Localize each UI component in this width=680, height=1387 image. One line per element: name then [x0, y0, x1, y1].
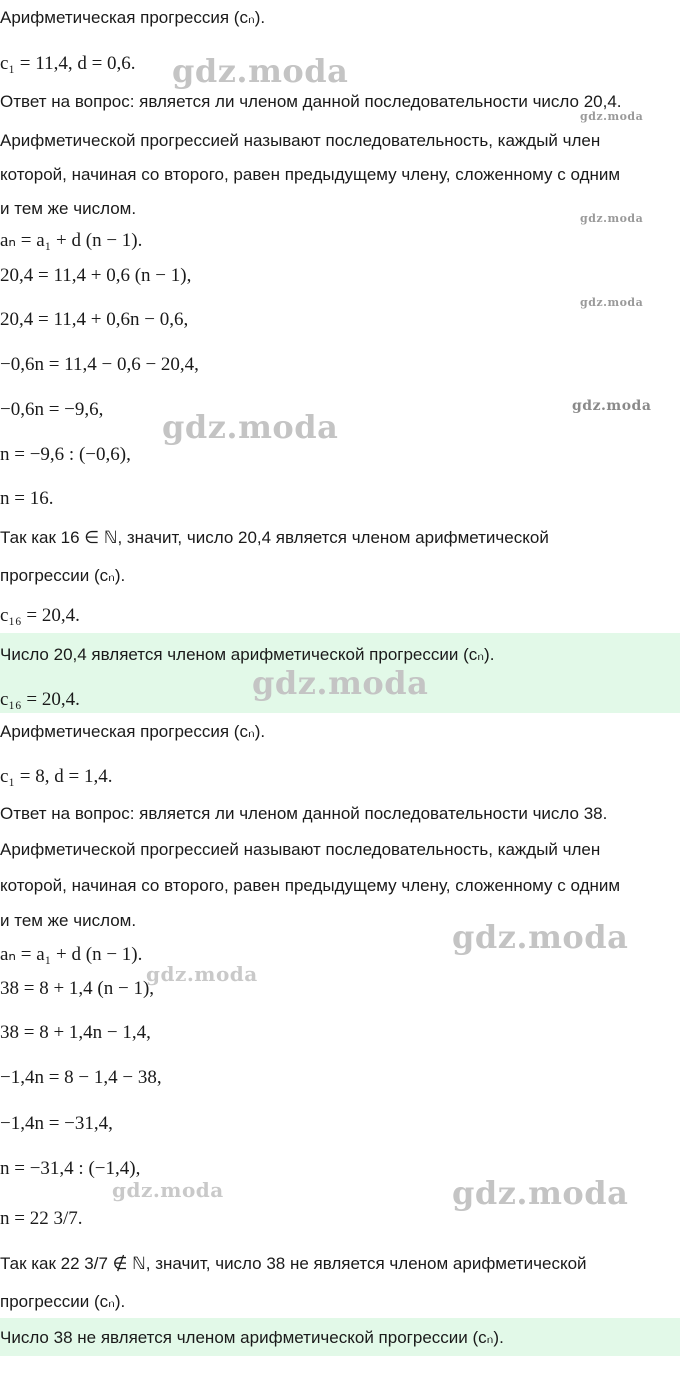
- answer-text: Число 20,4 является членом арифметической прогрессии (cₙ).: [0, 645, 495, 664]
- watermark-logo: gdz.moda: [580, 296, 644, 309]
- question-text: Ответ на вопрос: является ли членом данной последовательности число 38.: [0, 804, 608, 823]
- equation-step: −0,6n = 11,4 − 0,6 − 20,4,: [0, 354, 199, 375]
- conclusion-line: Так как 22 3/7 ∉ ℕ, значит, число 38 не является членом арифметической: [0, 1254, 587, 1273]
- watermark-logo: gdz.moda: [172, 52, 349, 90]
- formula-line: aₙ = a₁ + d (n − 1).: [0, 944, 143, 965]
- conclusion-line: прогрессии (cₙ).: [0, 1292, 126, 1311]
- equation-step: 38 = 8 + 1,4n − 1,4,: [0, 1022, 151, 1043]
- watermark-logo: gdz.moda: [252, 664, 429, 702]
- answer-text: Число 38 не является членом арифметической прогрессии (cₙ).: [0, 1328, 504, 1347]
- progression-title: Арифметическая прогрессия (cₙ).: [0, 722, 266, 741]
- equation-result: n = 22 3/7.: [0, 1208, 83, 1229]
- equation-result: n = 16.: [0, 488, 54, 509]
- conclusion-line: прогрессии (cₙ).: [0, 566, 126, 585]
- definition-line: Арифметической прогрессией называют последовательность, каждый член: [0, 131, 601, 150]
- definition-line: Арифметической прогрессией называют последовательность, каждый член: [0, 840, 601, 859]
- watermark-logo: gdz.moda: [162, 408, 339, 446]
- definition-line: и тем же числом.: [0, 199, 137, 218]
- watermark-logo: gdz.moda: [146, 962, 258, 986]
- definition-line: которой, начиная со второго, равен предыдущему члену, сложенному с одним: [0, 165, 621, 184]
- equation-step: −1,4n = 8 − 1,4 − 38,: [0, 1067, 162, 1088]
- watermark-logo: gdz.moda: [112, 1178, 224, 1202]
- watermark-logo: gdz.moda: [572, 398, 652, 414]
- equation-step: 20,4 = 11,4 + 0,6n − 0,6,: [0, 309, 189, 330]
- equation-step: n = −9,6 : (−0,6),: [0, 444, 131, 465]
- definition-line: и тем же числом.: [0, 911, 137, 930]
- equation-step: −1,4n = −31,4,: [0, 1113, 113, 1134]
- given-values: c₁ = 8, d = 1,4.: [0, 766, 113, 787]
- conclusion-line: Так как 16 ∈ ℕ, значит, число 20,4 является членом арифметической: [0, 528, 549, 547]
- watermark-logo: gdz.moda: [452, 1174, 629, 1212]
- answer-value: c₁₆ = 20,4.: [0, 689, 80, 710]
- definition-line: которой, начиная со второго, равен предыдущему члену, сложенному с одним: [0, 876, 621, 895]
- equation-step: −0,6n = −9,6,: [0, 399, 104, 420]
- watermark-logo: gdz.moda: [580, 212, 644, 225]
- progression-title: Арифметическая прогрессия (cₙ).: [0, 8, 266, 27]
- watermark-logo: gdz.moda: [452, 918, 629, 956]
- equation-step: 38 = 8 + 1,4 (n − 1),: [0, 978, 155, 999]
- question-text: Ответ на вопрос: является ли членом данной последовательности число 20,4.: [0, 92, 622, 111]
- given-values: c₁ = 11,4, d = 0,6.: [0, 53, 136, 74]
- equation-step: n = −31,4 : (−1,4),: [0, 1158, 141, 1179]
- formula-line: aₙ = a₁ + d (n − 1).: [0, 230, 143, 251]
- equation-step: 20,4 = 11,4 + 0,6 (n − 1),: [0, 265, 192, 286]
- watermark-logo: gdz.moda: [580, 110, 644, 123]
- term-value: c₁₆ = 20,4.: [0, 605, 80, 626]
